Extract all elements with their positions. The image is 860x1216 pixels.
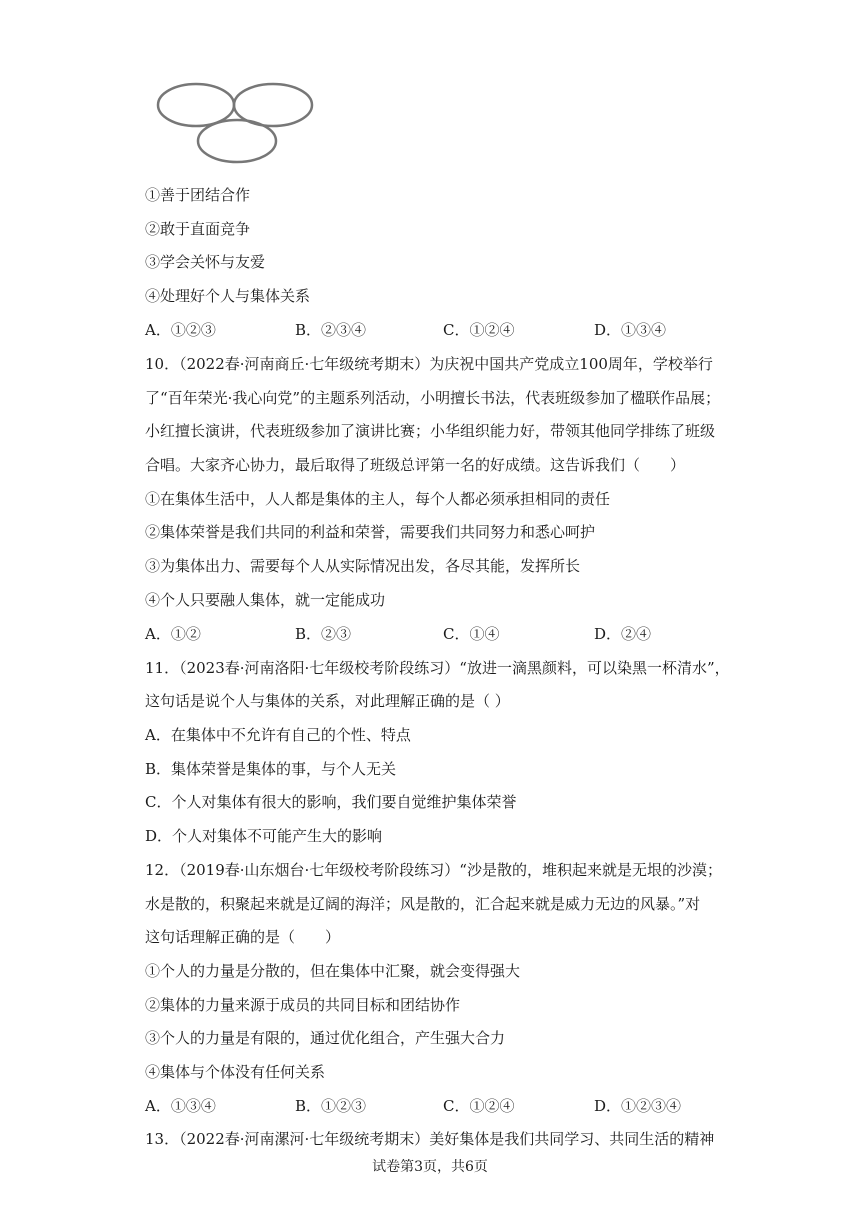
q10-stem-line-2: 了“百年荣光·我心向党”的主题系列活动，小明擅长书法，代表班级参加了楹联作品展；: [145, 389, 721, 407]
q12-stem-line-2: 水是散的，积聚起来就是辽阔的海洋；风是散的，汇合起来就是威力无边的风暴。”对: [145, 895, 701, 913]
q9-options: [145, 320, 745, 340]
q11-option-b[interactable]: B．集体荣誉是集体的事，与个人无关: [145, 760, 397, 778]
q10-stem-line-3: 小红擅长演讲，代表班级参加了演讲比赛；小华组织能力好，带领其他同学排练了班级: [145, 422, 716, 440]
q9-item-2: ②敢于直面竞争: [145, 220, 251, 238]
q12-option-c[interactable]: C．①②④: [443, 1097, 515, 1115]
q10-stem-line-1: 10．（2022春·河南商丘·七年级统考期末）为庆祝中国共产党成立100周年，学校举行: [145, 355, 713, 373]
q12-item-3: ③个人的力量是有限的，通过优化组合，产生强大合力: [145, 1029, 506, 1047]
q11-option-d[interactable]: D．个人对集体不可能产生大的影响: [145, 827, 383, 845]
q11-option-c[interactable]: C．个人对集体有很大的影响，我们要自觉维护集体荣誉: [145, 793, 517, 811]
q10-stem-line-4: 合唱。大家齐心协力，最后取得了班级总评第一名的好成绩。这告诉我们（ ）: [145, 456, 686, 474]
q9-item-4: ④处理好个人与集体关系: [145, 287, 311, 305]
q11-option-a[interactable]: A．在集体中不允许有自己的个性、特点: [145, 726, 411, 744]
q10-item-1: ①在集体生活中，人人都是集体的主人，每个人都必须承担相同的责任: [145, 490, 611, 508]
q10-option-d[interactable]: D．②④: [594, 625, 652, 643]
q10-options: [145, 624, 745, 644]
q10-item-2: ②集体荣誉是我们共同的利益和荣誉，需要我们共同努力和悉心呵护: [145, 523, 596, 541]
q12-option-d[interactable]: D．①②③④: [594, 1097, 682, 1115]
page-footer: 试卷第3页，共6页: [372, 1159, 488, 1175]
q9-option-c[interactable]: C．①②④: [443, 321, 515, 339]
q10-option-b[interactable]: B．②③: [295, 625, 352, 643]
q9-item-3: ③学会关怀与友爱: [145, 253, 266, 271]
circle-left: [158, 84, 234, 126]
q9-item-1: ①善于团结合作: [145, 186, 251, 204]
q11-stem-line-1: 11．（2023春·河南洛阳·七年级校考阶段练习）“放进一滴黑颜料，可以染黑一杯清水”，: [145, 659, 730, 677]
q9-option-a[interactable]: A．①②③: [145, 321, 216, 339]
q9-option-d[interactable]: D．①③④: [594, 321, 667, 339]
q11-stem-line-2: 这句话是说个人与集体的关系，对此理解正确的是（ ）: [145, 692, 510, 710]
q12-options: [145, 1096, 745, 1116]
q10-item-3: ③为集体出力、需要每个人从实际情况出发，各尽其能，发挥所长: [145, 557, 581, 575]
q12-item-2: ②集体的力量来源于成员的共同目标和团结协作: [145, 996, 461, 1014]
q12-option-a[interactable]: A．①③④: [145, 1097, 216, 1115]
three-circles-diagram: [155, 80, 320, 170]
q10-option-a[interactable]: A．①②: [145, 625, 201, 643]
q10-option-c[interactable]: C．①④: [443, 625, 500, 643]
q13-stem-line-1: 13．（2022春·河南漯河·七年级统考期末）美好集体是我们共同学习、共同生活的精神: [145, 1130, 715, 1148]
q12-option-b[interactable]: B．①②③: [295, 1097, 367, 1115]
q10-item-4: ④个人只要融人集体，就一定能成功: [145, 591, 386, 609]
circle-bottom: [198, 120, 276, 162]
q9-option-b[interactable]: B．②③④: [295, 321, 367, 339]
q12-stem-line-1: 12．（2019春·山东烟台·七年级校考阶段练习）“沙是散的，堆积起来就是无垠的沙漠；: [145, 861, 722, 879]
q12-stem-line-3: 这句话理解正确的是（ ）: [145, 928, 341, 946]
q12-item-1: ①个人的力量是分散的，但在集体中汇聚，就会变得强大: [145, 962, 521, 980]
q12-item-4: ④集体与个体没有任何关系: [145, 1063, 326, 1081]
